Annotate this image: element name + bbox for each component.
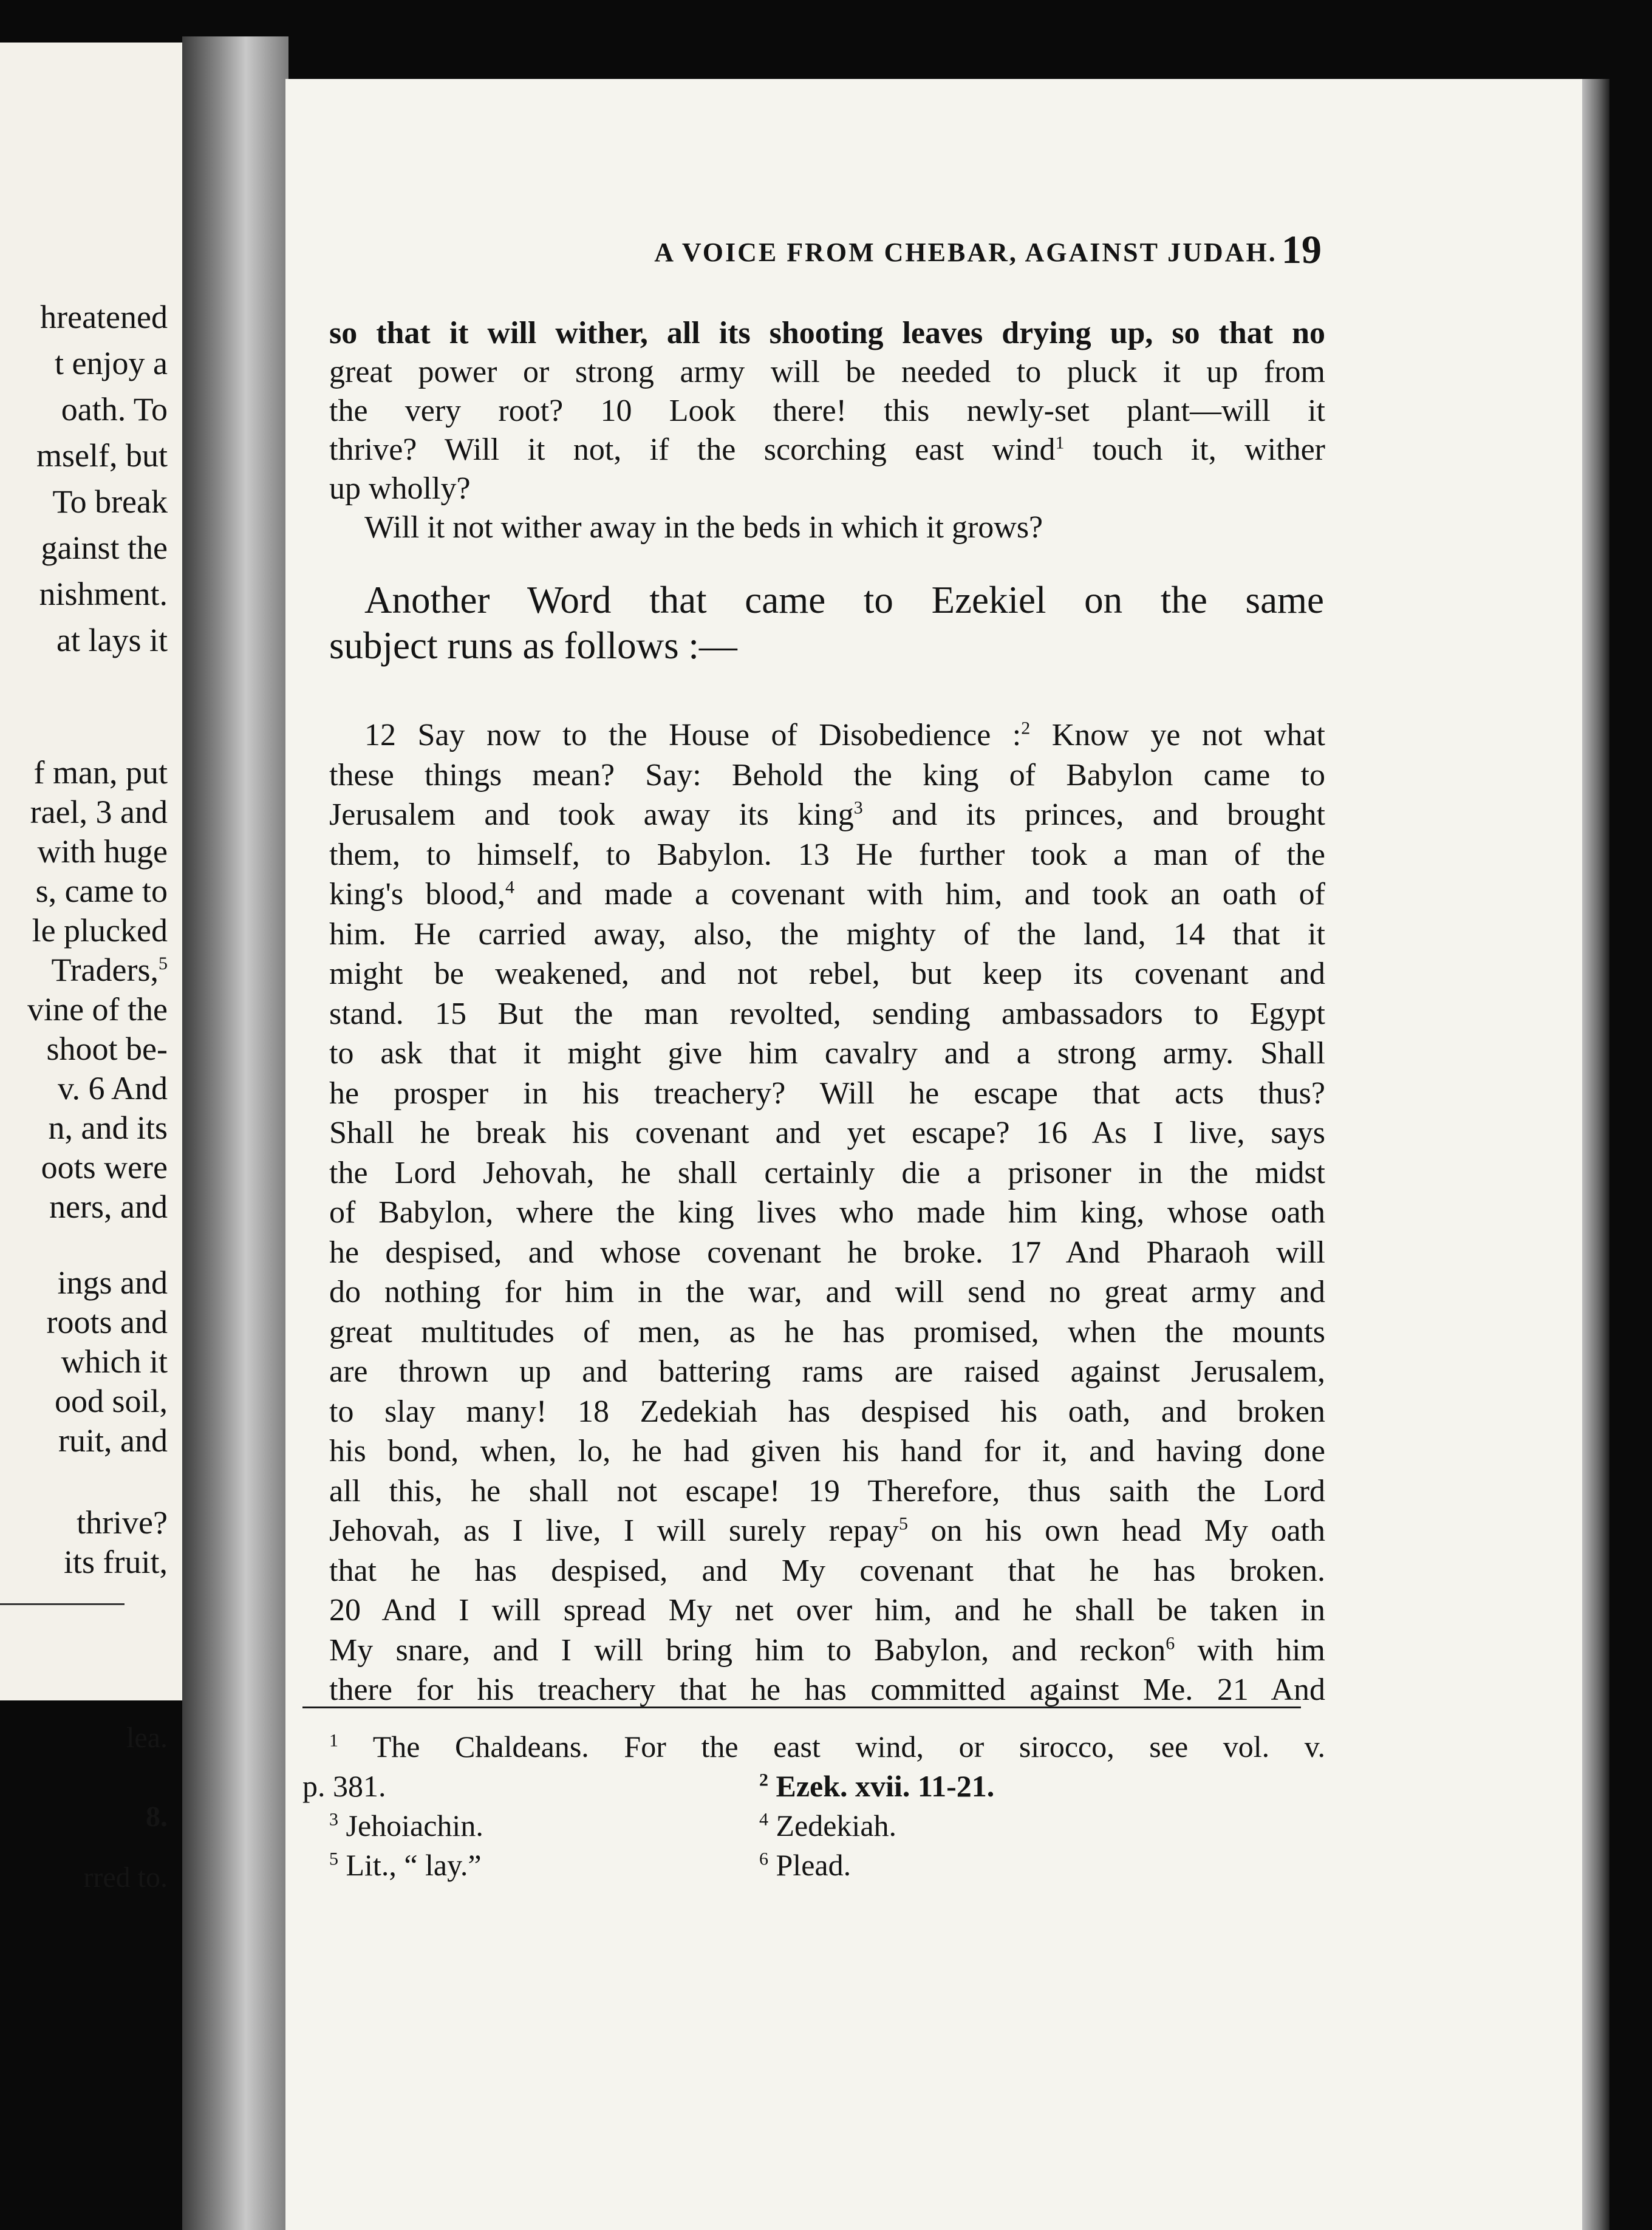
left-page-line: vine of the	[27, 991, 168, 1028]
footnote-text: Lit., “ lay.”	[346, 1848, 482, 1882]
left-page-line: its fruit,	[64, 1544, 168, 1580]
left-page-line: thrive?	[77, 1504, 168, 1541]
text-line	[329, 795, 1325, 835]
footnote-text: The Chaldeans. For the east wind, or sirocco, see vol. v.	[372, 1730, 1325, 1764]
left-page-line: rael, 3 and	[30, 794, 168, 830]
left-page-line: To break	[52, 483, 168, 520]
left-page-line: oots were	[41, 1149, 168, 1185]
heading-line: subject runs as follows :—	[329, 624, 737, 667]
left-page-line-text: Traders,	[51, 952, 159, 988]
left-page-line: mself, but	[36, 437, 168, 474]
text-segment: Shall he break his covenant and yet escape? 16 As I live, says	[329, 1116, 1325, 1150]
left-page-line: roots and	[46, 1304, 168, 1340]
footnote-marker: 5	[329, 1849, 338, 1869]
text-segment: thrive? Will it not, if the scorching east wind	[329, 432, 1056, 467]
left-page-line: hreatened	[40, 299, 168, 335]
text-line	[329, 1153, 1325, 1193]
text-line	[329, 875, 1325, 915]
text-segment: to ask that it might give him cavalry and a strong army. Shall	[329, 1036, 1325, 1071]
footnote-text: Zedekiah.	[776, 1809, 897, 1843]
text-line	[329, 1431, 1325, 1471]
text-segment: him. He carried away, also, the mighty of the land, 14 that it	[329, 917, 1325, 952]
footnote-marker: 2	[1021, 718, 1031, 738]
text-line	[329, 430, 1325, 470]
book-gutter	[182, 36, 288, 2230]
text-line	[329, 994, 1325, 1034]
left-page-line: le plucked	[32, 912, 168, 949]
left-page-line	[51, 950, 168, 989]
text-segment: do nothing for him in the war, and will send no great army and	[329, 1275, 1325, 1309]
left-page-fragment	[0, 43, 182, 1894]
text-segment: Jerusalem and took away its king	[329, 797, 854, 832]
text-segment: with him	[1175, 1633, 1325, 1668]
text-line: so that it will wither, all its shooting leaves drying up, so that no	[329, 316, 1325, 350]
footnote-4	[759, 1807, 896, 1844]
left-page-line: ings and	[57, 1264, 168, 1301]
footnote-3	[329, 1807, 483, 1844]
left-page-rule	[0, 1603, 125, 1605]
footnote-text: Jehoiachin.	[346, 1809, 483, 1843]
text-segment: My snare, and I will bring him to Babylon, and reckon	[329, 1633, 1166, 1668]
text-line	[329, 1591, 1325, 1631]
text-line	[329, 1312, 1325, 1352]
left-page-line: s, came to	[35, 873, 168, 909]
text-line	[329, 1392, 1325, 1432]
page-number: 19	[1282, 228, 1322, 272]
left-page-line: oath. To	[61, 391, 168, 428]
text-segment: and made a covenant with him, and took an oath of	[514, 877, 1325, 912]
footnote-marker: 6	[1166, 1633, 1175, 1654]
left-page-line: 8.	[146, 1801, 168, 1833]
footnote-5	[329, 1846, 482, 1884]
text-segment: stand. 15 But the man revolted, sending ambassadors to Egypt	[329, 997, 1325, 1031]
text-line	[364, 715, 1325, 755]
text-line	[329, 1670, 1325, 1710]
text-segment: great multitudes of men, as he has promised, when the mounts	[329, 1315, 1325, 1349]
text-segment: them, to himself, to Babylon. 13 He further took a man of the	[329, 837, 1325, 872]
text-line: the very root? 10 Look there! this newly-set plant—will it	[329, 394, 1325, 428]
footnote-1-continued: p. 381.	[302, 1769, 386, 1803]
text-line	[329, 1471, 1325, 1512]
text-line	[329, 1193, 1325, 1233]
left-page-line: gainst the	[41, 530, 168, 566]
text-line	[329, 915, 1325, 955]
running-head: A VOICE FROM CHEBAR, AGAINST JUDAH.	[654, 237, 1277, 267]
text-segment: 20 And I will spread My net over him, and he shall be taken in	[329, 1593, 1325, 1628]
left-page-line: lea.	[126, 1722, 168, 1754]
text-line	[329, 1034, 1325, 1074]
left-page-line: ruit, and	[58, 1422, 168, 1459]
text-line	[329, 755, 1325, 796]
footnote-marker: 3	[329, 1809, 338, 1830]
text-segment: these things mean? Say: Behold the king of Babylon came to	[329, 758, 1325, 793]
text-line	[329, 1352, 1325, 1392]
left-page-line: at lays it	[56, 622, 168, 658]
book-page	[285, 79, 1582, 2230]
text-segment: might be weakened, and not rebel, but keep its covenant and	[329, 956, 1325, 991]
footnote-marker: 6	[759, 1849, 768, 1869]
text-segment: king's blood,	[329, 877, 505, 912]
text-line	[329, 1272, 1325, 1312]
left-page-line: t enjoy a	[55, 345, 168, 381]
footnote-rule	[302, 1707, 1301, 1708]
left-page-line: f man, put	[33, 754, 168, 791]
text-line	[329, 1631, 1325, 1671]
footnote-marker: 1	[329, 1730, 338, 1751]
left-page-line: n, and its	[48, 1110, 168, 1146]
text-segment: he prosper in his treachery? Will he escape that acts thus?	[329, 1076, 1325, 1111]
footnote-text: Ezek. xvii. 11-21.	[776, 1769, 995, 1803]
text-line	[329, 1551, 1325, 1591]
heading-line: Another Word that came to Ezekiel on the same	[364, 579, 1324, 621]
page-edge	[1582, 79, 1609, 2230]
text-segment: he despised, and whose covenant he broke. 17 And Pharaoh will	[329, 1235, 1325, 1270]
text-line: Will it not wither away in the beds in which it grows?	[364, 510, 1043, 545]
text-segment: are thrown up and battering rams are raised against Jerusalem,	[329, 1354, 1325, 1389]
text-segment: 12 Say now to the House of Disobedience :	[364, 718, 1022, 752]
footnote-1	[329, 1728, 1325, 1765]
footnote-marker: 1	[1055, 432, 1065, 453]
footnote-6	[759, 1846, 851, 1884]
text-segment: the Lord Jehovah, he shall certainly die a prisoner in the midst	[329, 1156, 1325, 1190]
left-page-line: ners, and	[49, 1188, 168, 1225]
text-line	[329, 1233, 1325, 1273]
text-line: great power or strong army will be needed to pluck it up from	[329, 355, 1325, 389]
footnote-2	[759, 1767, 994, 1805]
text-segment: touch it, wither	[1064, 432, 1325, 467]
text-segment: that he has despised, and My covenant that he has broken.	[329, 1553, 1325, 1588]
text-line	[329, 1074, 1325, 1114]
left-page-line: shoot be-	[46, 1031, 168, 1067]
text-segment: of Babylon, where the king lives who made him king, whose oath	[329, 1195, 1325, 1230]
left-page-line: v. 6 And	[57, 1070, 168, 1106]
footnote-text: Plead.	[776, 1848, 852, 1882]
text-segment: on his own head My oath	[908, 1513, 1325, 1548]
left-page-line: nishment.	[39, 576, 168, 612]
text-line	[329, 1511, 1325, 1551]
text-segment: and its princes, and brought	[862, 797, 1325, 832]
left-page-line: which it	[61, 1343, 168, 1380]
text-line: up wholly?	[329, 471, 471, 506]
footnote-marker: 5	[899, 1513, 909, 1534]
text-line	[329, 954, 1325, 994]
footnote-marker: 3	[853, 797, 863, 818]
text-segment: Jehovah, as I live, I will surely repay	[329, 1513, 899, 1548]
left-page-line: ood soil,	[54, 1383, 168, 1419]
text-segment: his bond, when, lo, he had given his hand for it, and having done	[329, 1434, 1325, 1468]
footnote-marker: 4	[505, 877, 514, 898]
footnote-marker: 4	[759, 1809, 768, 1830]
text-segment: to slay many! 18 Zedekiah has despised his oath, and broken	[329, 1394, 1325, 1429]
text-segment: there for his treachery that he has committed against Me. 21 And	[329, 1672, 1325, 1707]
left-page-footnote-marker: 5	[159, 953, 168, 973]
text-line	[329, 1113, 1325, 1153]
text-segment: all this, he shall not escape! 19 Therefore, thus saith the Lord	[329, 1474, 1325, 1509]
left-page-line: with huge	[37, 833, 168, 870]
text-line	[329, 835, 1325, 875]
footnote-marker: 2	[759, 1770, 768, 1790]
left-page-line: rred to.	[83, 1861, 168, 1894]
text-segment: Know ye not what	[1030, 718, 1325, 752]
